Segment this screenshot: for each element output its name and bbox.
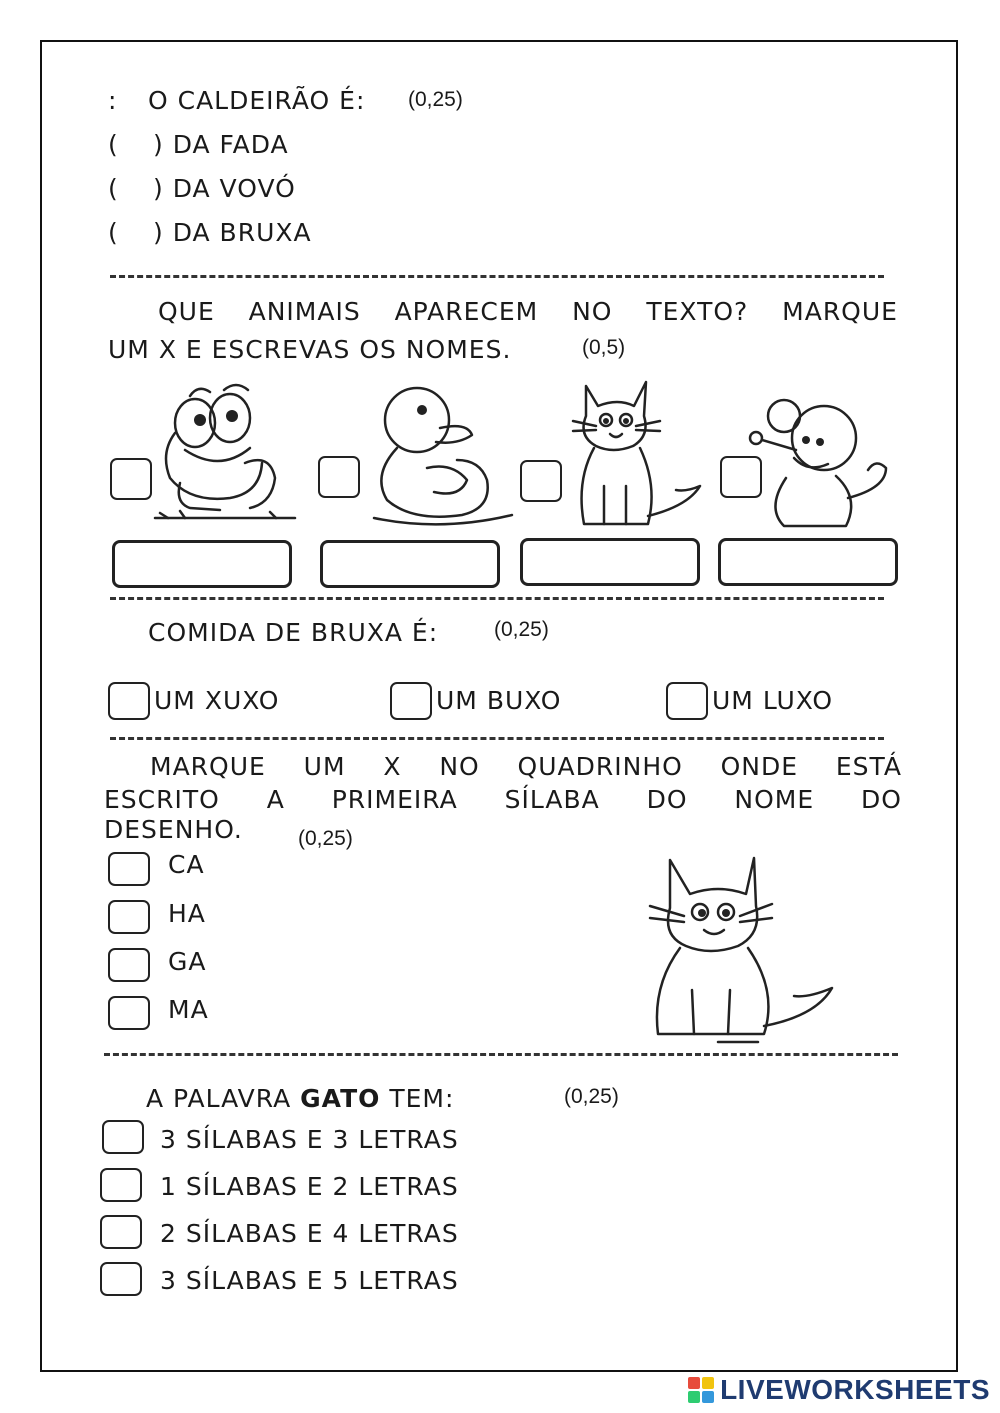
q5-option-3: 2 SÍLABAS E 4 LETRAS (160, 1219, 459, 1248)
q4-option-ga: GA (168, 947, 207, 976)
q5-checkbox-4[interactable] (100, 1262, 142, 1296)
q1-option-3: ) DA BRUXA (153, 218, 312, 247)
q4-word: DO (861, 785, 902, 814)
q4-option-ma: MA (168, 995, 209, 1024)
q1-paren-1[interactable]: ( (108, 130, 119, 159)
mouse-name-field[interactable] (718, 538, 898, 586)
q5-prompt-end: TEM: (380, 1084, 455, 1113)
q4-checkbox-ca[interactable] (108, 852, 150, 886)
q4-line-1 (150, 752, 902, 781)
frog-name-field[interactable] (112, 540, 292, 588)
q5-prompt (146, 1084, 454, 1113)
q2-word: TEXTO? (646, 297, 749, 326)
logo-square (702, 1391, 714, 1403)
q4-word: A (266, 785, 285, 814)
liveworksheets-logo-icon (688, 1377, 714, 1403)
q5-checkbox-3[interactable] (100, 1215, 142, 1249)
mouse-icon (736, 398, 896, 532)
q3-option-1: UM XUXO (154, 686, 280, 715)
q4-line-3: DESENHO. (104, 815, 243, 844)
q3-prompt: COMIDA DE BRUXA É: (148, 618, 439, 647)
divider-1 (110, 275, 884, 278)
q4-checkbox-ga[interactable] (108, 948, 150, 982)
q3-option-2: UM BUXO (436, 686, 562, 715)
q1-paren-3[interactable]: ( (108, 218, 119, 247)
q5-checkbox-2[interactable] (100, 1168, 142, 1202)
q4-word: NOME (734, 785, 815, 814)
q4-word: ESTÁ (835, 752, 902, 781)
liveworksheets-brand[interactable] (688, 1374, 990, 1406)
q1-option-1: ) DA FADA (153, 130, 289, 159)
q2-word: ANIMAIS (248, 297, 361, 326)
q2-score: (0,5) (582, 336, 626, 359)
q4-option-ha: HA (168, 899, 206, 928)
q2-line-1 (158, 297, 898, 326)
q5-option-2: 1 SÍLABAS E 2 LETRAS (160, 1172, 459, 1201)
logo-square (688, 1377, 700, 1389)
frog-icon (150, 378, 300, 528)
q3-score: (0,25) (494, 618, 549, 641)
q2-word: NO (572, 297, 613, 326)
q4-word: SÍLABA (504, 785, 600, 814)
q5-option-1: 3 SÍLABAS E 3 LETRAS (160, 1125, 459, 1154)
q5-checkbox-1[interactable] (102, 1120, 144, 1154)
q4-word: ESCRITO (104, 785, 220, 814)
q2-line-2: UM X E ESCREVAS OS NOMES. (108, 335, 512, 364)
brand-name: LIVEWORKSHEETS (720, 1374, 990, 1405)
divider-2 (110, 597, 884, 600)
q4-score: (0,25) (298, 827, 353, 850)
q4-word: UM (303, 752, 346, 781)
q1-prompt: O CALDEIRÃO É: (148, 86, 366, 115)
q4-word: MARQUE (150, 752, 266, 781)
q1-score: (0,25) (408, 88, 463, 111)
cat-icon (568, 376, 708, 526)
divider-3 (110, 737, 884, 740)
q4-line-2 (104, 785, 902, 814)
q4-word: QUADRINHO (517, 752, 683, 781)
q5-prompt-word: GATO (300, 1084, 381, 1113)
duck-checkbox[interactable] (318, 456, 360, 498)
q3-option-3: UM LUXO (712, 686, 834, 715)
divider-4 (104, 1053, 898, 1056)
q3-checkbox-3[interactable] (666, 682, 708, 720)
q4-word: DO (646, 785, 688, 814)
duck-name-field[interactable] (320, 540, 500, 588)
cat-checkbox[interactable] (520, 460, 562, 502)
logo-square (702, 1377, 714, 1389)
q4-checkbox-ma[interactable] (108, 996, 150, 1030)
q5-option-4: 3 SÍLABAS E 5 LETRAS (160, 1266, 459, 1295)
frog-checkbox[interactable] (110, 458, 152, 500)
logo-square (688, 1391, 700, 1403)
q4-word: PRIMEIRA (331, 785, 458, 814)
q3-checkbox-2[interactable] (390, 682, 432, 720)
q1-option-2: ) DA VOVÓ (153, 174, 296, 203)
q5-score: (0,25) (564, 1085, 619, 1108)
q4-word: NO (439, 752, 480, 781)
q2-word: APARECEM (394, 297, 539, 326)
q4-word: ONDE (720, 752, 799, 781)
q4-checkbox-ha[interactable] (108, 900, 150, 934)
q4-word: X (383, 752, 402, 781)
q1-paren-2[interactable]: ( (108, 174, 119, 203)
q3-checkbox-1[interactable] (108, 682, 150, 720)
q1-bullet: : (108, 86, 118, 115)
q4-option-ca: CA (168, 850, 205, 879)
large-cat-icon (648, 856, 838, 1046)
cat-name-field[interactable] (520, 538, 700, 586)
q5-prompt-start: A PALAVRA (146, 1084, 301, 1113)
duck-icon (372, 380, 517, 530)
q2-word: MARQUE (782, 297, 898, 326)
q2-word: QUE (158, 297, 215, 326)
